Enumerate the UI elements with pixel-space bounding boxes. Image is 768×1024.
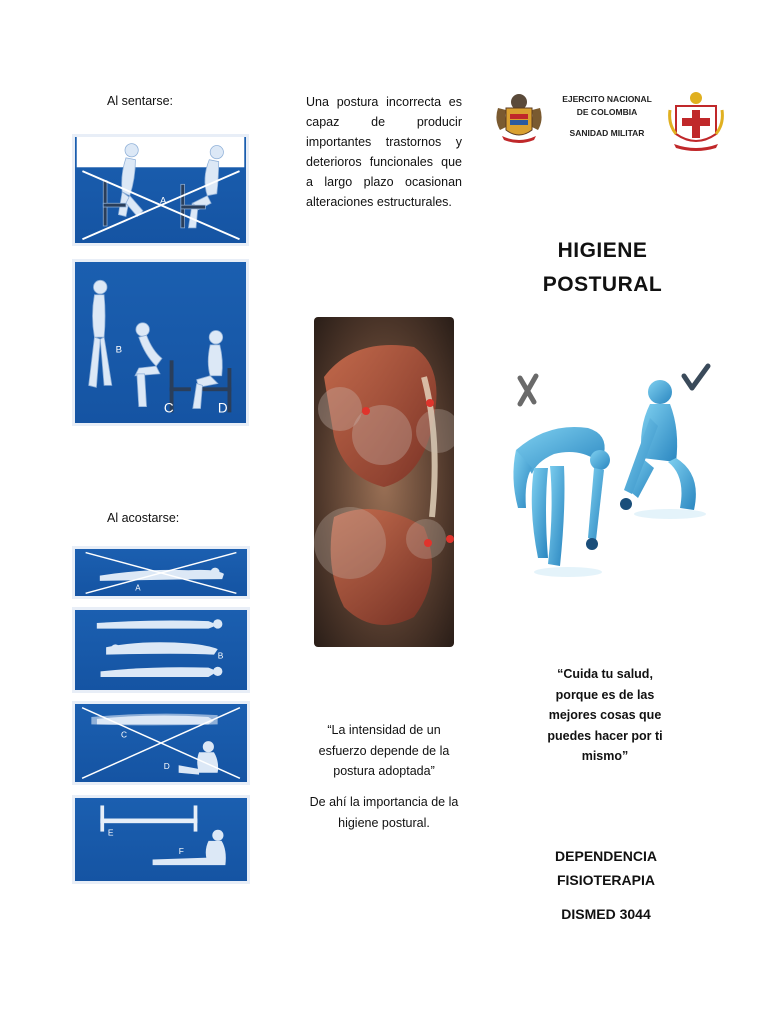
incorrect-mark-icon bbox=[520, 376, 536, 404]
header-institution bbox=[552, 93, 662, 140]
health-quote: “Cuida tu salud, porque es de las mejores cosas que puedes hacer por ti mismo” bbox=[547, 667, 663, 763]
panel-letter-c: C bbox=[163, 400, 174, 416]
sitting-incorrect-illustration bbox=[75, 137, 246, 243]
anatomy-image bbox=[314, 317, 454, 647]
importance-text: De ahí la importancia de la higiene postural. bbox=[309, 795, 459, 830]
army-crest-svg bbox=[490, 90, 548, 146]
panel-letter-d: D bbox=[217, 400, 228, 416]
lying-panel-1 bbox=[72, 546, 250, 599]
label-lying: Al acostarse: bbox=[107, 511, 180, 525]
posture-figures-svg bbox=[508, 358, 713, 608]
panel-letter-e: E bbox=[107, 827, 114, 838]
lying-panel-2 bbox=[72, 607, 250, 693]
dep-line-1: DEPENDENCIA bbox=[555, 848, 657, 864]
panel-letter-d-lying: D bbox=[163, 761, 170, 771]
lying-incorrect-illustration-2 bbox=[75, 704, 247, 782]
sitting-correct-illustration bbox=[75, 262, 246, 423]
brochure-title bbox=[520, 234, 685, 302]
label-sitting: Al sentarse: bbox=[107, 94, 174, 108]
lying-panel-4 bbox=[72, 795, 250, 884]
sanidad-crest-logo bbox=[666, 90, 726, 154]
posture-comparison-illustration bbox=[508, 358, 713, 608]
lying-correct-illustration bbox=[75, 610, 247, 690]
header-line-2: DE COLOMBIA bbox=[576, 107, 638, 117]
army-crest-logo bbox=[490, 90, 548, 146]
dep-line-3: DISMED 3044 bbox=[561, 906, 651, 922]
quote-intensity: “La intensidad de un esfuerzo depende de la postura adoptada” bbox=[318, 723, 450, 778]
department-block bbox=[528, 844, 684, 926]
panel-letter-c-lying: C bbox=[121, 729, 128, 740]
header-line-3: SANIDAD MILITAR bbox=[569, 128, 645, 138]
correct-mark-icon bbox=[684, 366, 708, 388]
title-line-1: HIGIENE bbox=[557, 239, 648, 262]
anatomy-illustration bbox=[314, 317, 454, 647]
lying-incorrect-illustration bbox=[75, 549, 247, 596]
panel-letter-a: A bbox=[160, 195, 167, 207]
sitting-panel-incorrect bbox=[72, 134, 249, 246]
lying-panel-3 bbox=[72, 701, 250, 785]
dep-line-2: FISIOTERAPIA bbox=[556, 872, 655, 888]
sitting-panel-correct bbox=[72, 259, 249, 426]
intro-paragraph: Una postura incorrecta es capaz de producir importantes trastornos y deterioros funcionales que a largo plazo ocasionan alteraciones estructurales. bbox=[306, 95, 462, 209]
title-line-2: POSTURAL bbox=[542, 273, 663, 296]
sanidad-crest-svg bbox=[666, 90, 726, 154]
lying-correct-illustration-2 bbox=[75, 798, 247, 881]
panel-letter-a-lying: A bbox=[135, 583, 141, 593]
header-line-1: EJERCITO NACIONAL bbox=[562, 94, 652, 104]
panel-letter-b: B bbox=[115, 344, 123, 356]
panel-letter-b-lying: B bbox=[217, 650, 224, 661]
panel-letter-f: F bbox=[178, 845, 184, 856]
